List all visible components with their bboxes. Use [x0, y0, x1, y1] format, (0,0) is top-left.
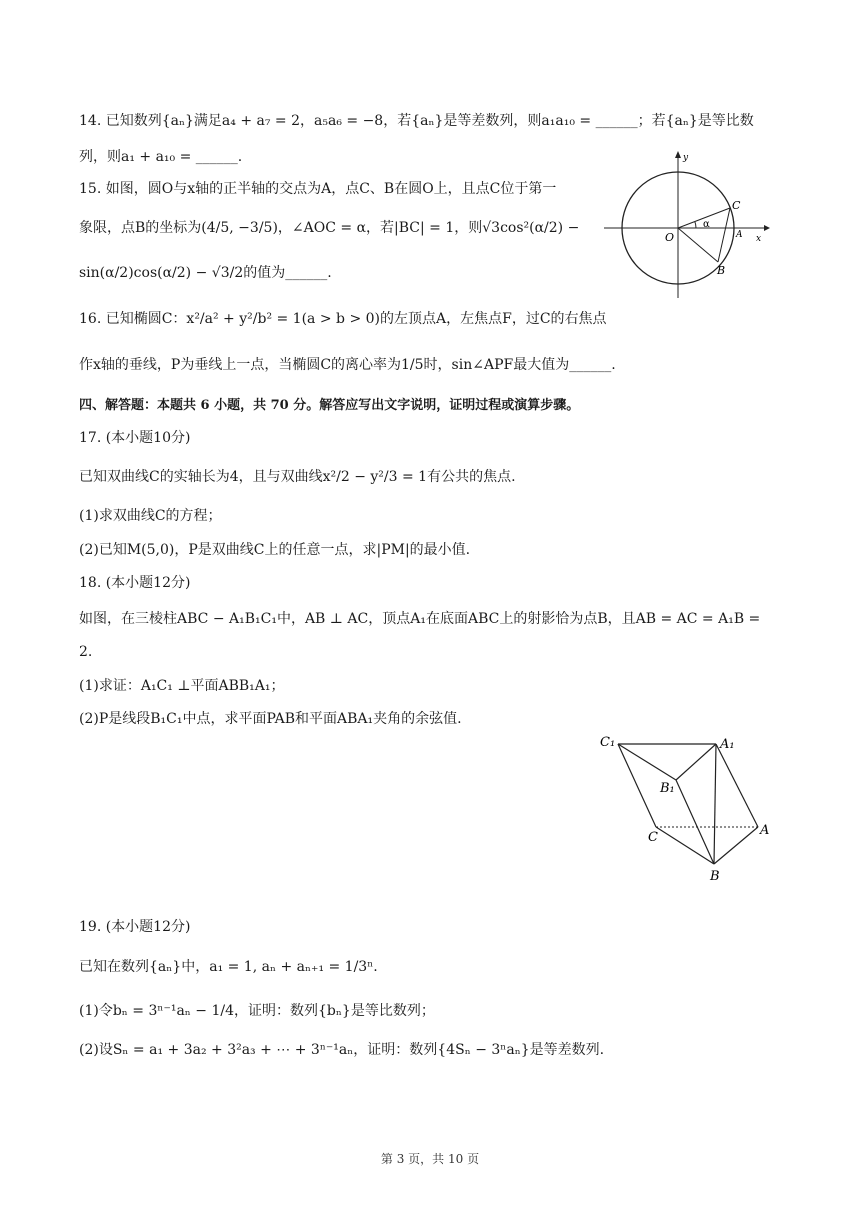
q14-line1: 14. 已知数列{aₙ}满足a₄ + a₇ = 2，a₅a₆ = −8，若{aₙ}是等差数列，则a₁a₁₀ = ______；若{aₙ}是等比数: [79, 113, 754, 129]
q17-part2: (2)已知M(5,0)，P是双曲线C上的任意一点，求|PM|的最小值.: [79, 542, 471, 558]
label-b1: B₁: [660, 781, 675, 796]
segment-a1-b: [714, 744, 716, 864]
q17-stem: 已知双曲线C的实轴长为4，且与双曲线x²/2 − y²/3 = 1有公共的焦点.: [79, 469, 516, 485]
q19-stem: 已知在数列{aₙ}中，a₁ = 1, aₙ + aₙ₊₁ = 1/3ⁿ.: [79, 959, 378, 975]
q18-stem1: 如图，在三棱柱ABC − A₁B₁C₁中，AB ⊥ AC，顶点A₁在底面ABC上的射影恰为点B，且AB = AC = A₁B =: [79, 611, 761, 627]
x-axis-arrow: [764, 225, 770, 231]
label-a1: A₁: [720, 737, 735, 752]
label-o: O: [665, 231, 675, 244]
segment-ob: [678, 228, 718, 262]
q19-part2: (2)设Sₙ = a₁ + 3a₂ + 3²a₃ + ⋯ + 3ⁿ⁻¹aₙ，证明：数列{4Sₙ − 3ⁿaₙ}是等差数列.: [79, 1042, 605, 1058]
q17-part1: (1)求双曲线C的方程；: [79, 508, 222, 524]
q15-line2: 象限，点B的坐标为(4/5, −3/5)，∠AOC = α，若|BC| = 1，则√3cos²(α/2) −: [79, 220, 580, 236]
q15-circle-figure: [596, 148, 776, 308]
label-alpha: α: [703, 219, 710, 230]
q14-line2: 列，则a₁ + a₁₀ = ______.: [79, 149, 243, 165]
q18-part1: (1)求证：A₁C₁ ⊥平面ABB₁A₁；: [79, 678, 285, 694]
label-b: B: [717, 264, 726, 277]
label-a: A: [736, 230, 743, 240]
q18-part2: (2)P是线段B₁C₁中点，求平面PAB和平面ABA₁夹角的余弦值.: [79, 711, 462, 727]
section4-heading: 四、解答题：本题共 6 小题，共 70 分。解答应写出文字说明，证明过程或演算步骤。: [79, 398, 580, 413]
edge-b1-a1: [676, 744, 716, 780]
q16-line1: 16. 已知椭圆C：x²/a² + y²/b² = 1(a > b > 0)的左顶点A，左焦点F，过C的右焦点: [79, 311, 607, 327]
q15-line1: 15. 如图，圆O与x轴的正半轴的交点为A，点C、B在圆O上，且点C位于第一: [79, 181, 557, 197]
label-c: C: [732, 199, 741, 212]
page-footer: 第 3 页，共 10 页: [380, 1152, 480, 1166]
label-b: B: [710, 869, 720, 884]
label-a: A: [760, 823, 770, 838]
y-axis-arrow: [675, 151, 681, 158]
q19-header: 19. (本小题12分): [79, 919, 191, 935]
edge-a1-a: [716, 744, 758, 827]
q18-header: 18. (本小题12分): [79, 575, 191, 591]
q16-line2: 作x轴的垂线，P为垂线上一点，当椭圆C的离心率为1/5时，sin∠APF最大值为______.: [79, 357, 616, 373]
angle-alpha-arc: [695, 222, 696, 229]
label-c1: C₁: [600, 735, 616, 750]
label-c: C: [648, 830, 658, 845]
q18-prism-figure: [598, 728, 784, 888]
q19-part1: (1)令bₙ = 3ⁿ⁻¹aₙ − 1/4，证明：数列{bₙ}是等比数列；: [79, 1003, 435, 1019]
q18-stem2: 2.: [79, 644, 93, 660]
edge-b-a: [714, 827, 758, 864]
q17-header: 17. (本小题10分): [79, 430, 191, 446]
q15-line3: sin(α/2)cos(α/2) − √3/2的值为______.: [79, 265, 332, 281]
label-y: y: [683, 153, 689, 163]
label-x: x: [756, 234, 762, 244]
